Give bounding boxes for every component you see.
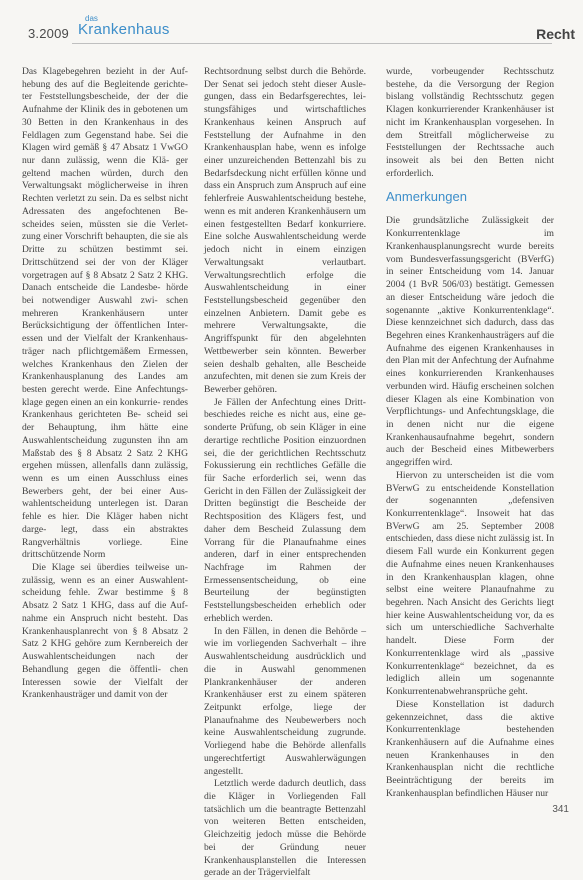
issue-number: 3.2009 <box>28 26 69 41</box>
header-divider <box>72 43 552 44</box>
logo-title: Krankenhaus <box>78 21 170 38</box>
paragraph: Die Klage sei überdies teilweise un- zulässig, wenn es an einer Auswahlent- scheidung fehle. Zwar bestimme § 8 Absatz 2 Satz 1 KHG, dass auf die Auf- nahme ein Anspruch nicht besteht. Das Krankenhausplanrecht von § 8 Absatz 2 Satz 2 KHG gehöre zum Kernbereich der Auswahlentscheidungen nach der Behandlung gegen die öffentli- chen Interessen sowie der Vielfalt der Krankenhausträger und damit von der <box>22 562 188 701</box>
paragraph: Diese Konstellation ist dadurch gekennzeichnet, dass die aktive Konkurrentenklage bestehenden Krankenhäusern auf die Aufnahme eines neuen Krankenhauses in den Krankenhausplan nicht die rechtliche Beeinträchtigung der bereits im Krankenhausplan befindlichen Häuser nur <box>386 698 554 799</box>
paragraph: Rechtsordnung selbst durch die Behörde. Der Senat sei jedoch steht dieser Ausle- gungen, dass ein Bedarfsgerechtes, lei- stungsfähiges und wirtschaftliches Krankenhaus keinen Anspruch auf Feststellung der Aufnahme in den Krankenhausplan habe, wenn es infolge einer unzureichenden Bettenzahl bis zu Bedarfsdeckung nicht erfüllen könne und dass ein Anspruch zum Anspruch auf eine fehlerfreie Auswahlentscheidung bestehe, wenn es mit anderen Krankenhäusern um einen festgestellten Bedarf konkurriere. Eine solche Auswahlentscheidung werde jedoch nicht in einem einzigen Verwaltungsakt verlautbart. Verwaltungsrechtlich erfolge die Auswahlentscheidung in einer Feststellungsbescheid gegenüber den einzelnen Anbietern. Damit gebe es mehrere Verwaltungsakte, die Angriffspunkt für den abgelehnten Wettbewerber sein könnten. Bewerber seien deshalb gehalten, alle Bescheide anzufechten, mit denen sie zum Kreis der Bewerber gehören. <box>204 66 366 395</box>
paragraph: Die grundsätzliche Zulässigkeit der Konkurrentenklage im Krankenhausplanungsrecht wurde bereits vom Bundesverfassungsgericht (BVerfG) in seiner Entscheidung vom 14. Januar 2004 (1 BvR 506/03) bestätigt. Gemessen an dieser Entscheidung wäre jedoch die sogenannte „aktive Konkurrentenklage“. Diese kennzeichnet sich dadurch, dass das Begehren eines Krankenhausträgers auf die Aufnahme des eigenen Krankenhauses in den Plan mit der Anfechtung der Aufnahme eines konkurrierenden Krankenhauses verbunden wird. Häufig erscheinen solchen dieser Klagen als eine Kombination von Verpflichtungs- und Anfechtungsklage, die in denen nicht nur die eigene Krankenhausaufnahme begehrt, sondern auch der Bescheid eines Mitbewerbers angegriffen wird. <box>386 215 554 469</box>
page-number: 341 <box>552 804 569 815</box>
paragraph: Letztlich werde dadurch deutlich, dass die Kläger in Vorliegenden Fall tatsächlich um die beantragte Bettenzahl von weiteren Betten entscheiden, Gleichzeitig jedoch müsse die Behörde bei der Gründung neuer Krankenhausplanstellen die Interessen gerade an der Trägervielfalt <box>204 778 366 879</box>
paragraph: Hiervon zu unterscheiden ist die vom BVerwG zu entscheidende Konstellation der sogenannten „defensiven Konkurrentenklage“. Insoweit hat das BVerwG am 25. September 2008 entschieden, dass diese nicht zulässig ist. In diesem Fall wurde ein Konkurrent gegen die Aufnahme eines neuen Krankenhauses in den Krankenhausplan klagen, ohne selbst eine weitere Planaufnahme zu begehren. Nach Ansicht des Gerichts liegt hier keine Auswahlentscheidung vor, da es sich um unterschiedliche Sachverhalte handelt. Diese Form der Konkurrentenklage wird als „passive Konkurrentenklage“ bezeichnet, da es lediglich allein um sogenannte Konkurrentenabwehransprüche geht. <box>386 469 554 698</box>
paragraph: wurde, vorbeugender Rechtsschutz bestehe, da die Versorgung der Region bislang vollständig Rechtsschutz gegen Klagen konkurrierender Krankenhäuser ist nicht im Krankenhausplan vorgesehen. In dem Streitfall möglicherweise zu Feststellungen der Rechtssache auch insoweit als bei den Betten nicht erforderlich. <box>386 66 554 179</box>
paragraph: Je Fällen der Anfechtung eines Dritt- beschiedes reiche es nicht aus, eine ge- sonderte Prüfung, ob sein Kläger in eine derartige rechtliche Position einzuordnen sei, die der gerichtlichen Rechtsschutz Fokussierung ein rechtliches Gefälle die für Sache erforderlich sei, wenn das Gericht in den Fällen der Zulässigkeit der Dritten begünstigt die Bescheide der Rechtsposition des Klägers fest, und daher dem Bescheid Zulassung dem Vorrang für die Planaufnahme eines anderen, darf in einer entsprechenden Nachfrage im Rahmen der Ermessensentscheidung, ob eine Beurteilung der begünstigten Feststellungsbescheiden erheblich oder erheblich werden. <box>204 396 366 624</box>
paragraph: In den Fällen, in denen die Behörde – wie im vorliegenden Sachverhalt – ihre Auswahlentscheidung ausdrücklich und die in Auswahl genommenen Plankrankenhäuser der anderen Krankenhäuser erst zu einem späteren Zeitpunkt erfolge, liege der Planaufnahme des Neubewerbers noch keine Auswahlentscheidung zugrunde. Vorliegend habe die Behörde allenfalls ungerechtfertigt Auswahlerwägungen angestellt. <box>204 625 366 777</box>
text-column-1 <box>22 66 188 702</box>
section-title: Recht <box>536 26 575 42</box>
journal-logo <box>78 14 170 40</box>
text-column-3 <box>386 66 554 801</box>
text-column-2 <box>204 66 366 880</box>
logo-prefix: das <box>85 14 98 23</box>
page-header <box>0 0 583 46</box>
section-heading-anmerkungen: Anmerkungen <box>386 189 467 205</box>
paragraph: Das Klagebegehren bezieht in der Auf- hebung des auf die Begleitende gerichte- ter Feststellungsbescheide, der der die Aufnahme der Klinik des in gebotenen um 30 Betten in den Krankenhaus in des Feldlagen zum Gegenstand habe. Sei die Klagen wird gemäß § 47 Absatz 1 VwGO nur dann zulässig, wenn die Klä- ger geltend machen würden, durch den Verwaltungsakt möglicherweise in ihren Rechten verletzt zu sein. Da es selbst nicht Adressaten des angefochtenen Be- scheides seien, müssten sie die Verlet- zung einer Vorschrift behaupten, die sie als Dritte zu schützen bestimmt sei. Drittschützend sei der von der Kläger vorgetragen auf § 8 Absatz 2 Satz 2 KHG. Danach entscheide die Landesbe- hörde bei notwendiger Auswahl zwi- schen mehreren Krankenhäusern unter Berücksichtigung der öffentlichen Inter- essen und der Vielfalt der Krankenhaus- träger nach pflichtgemäßem Ermessen, welches Krankenhaus den Zielen der Krankenhausplanung des Landes am besten gerecht werde. Eine Anfechtungs- klage gegen einen an ein konkurrie- rendes Krankenhaus gerichteten Be- scheid sei der Behauptung, ihm hätte eine Auswahlentscheidung zugunsten ihn am Maßstab des § 8 Absatz 2 Satz 2 KHG ergehen müssen, allenfalls dann zulässig, wenn es um einen Ausschluss eines Bewerbers geht, der bei einer Aus- wahlentscheidung unterlegen ist. Daran fehle es hier. Die Kläger haben nicht darge- legt, dass ein abstraktes Rangverhältnis vorliege. Eine drittschützende Norm <box>22 66 188 561</box>
